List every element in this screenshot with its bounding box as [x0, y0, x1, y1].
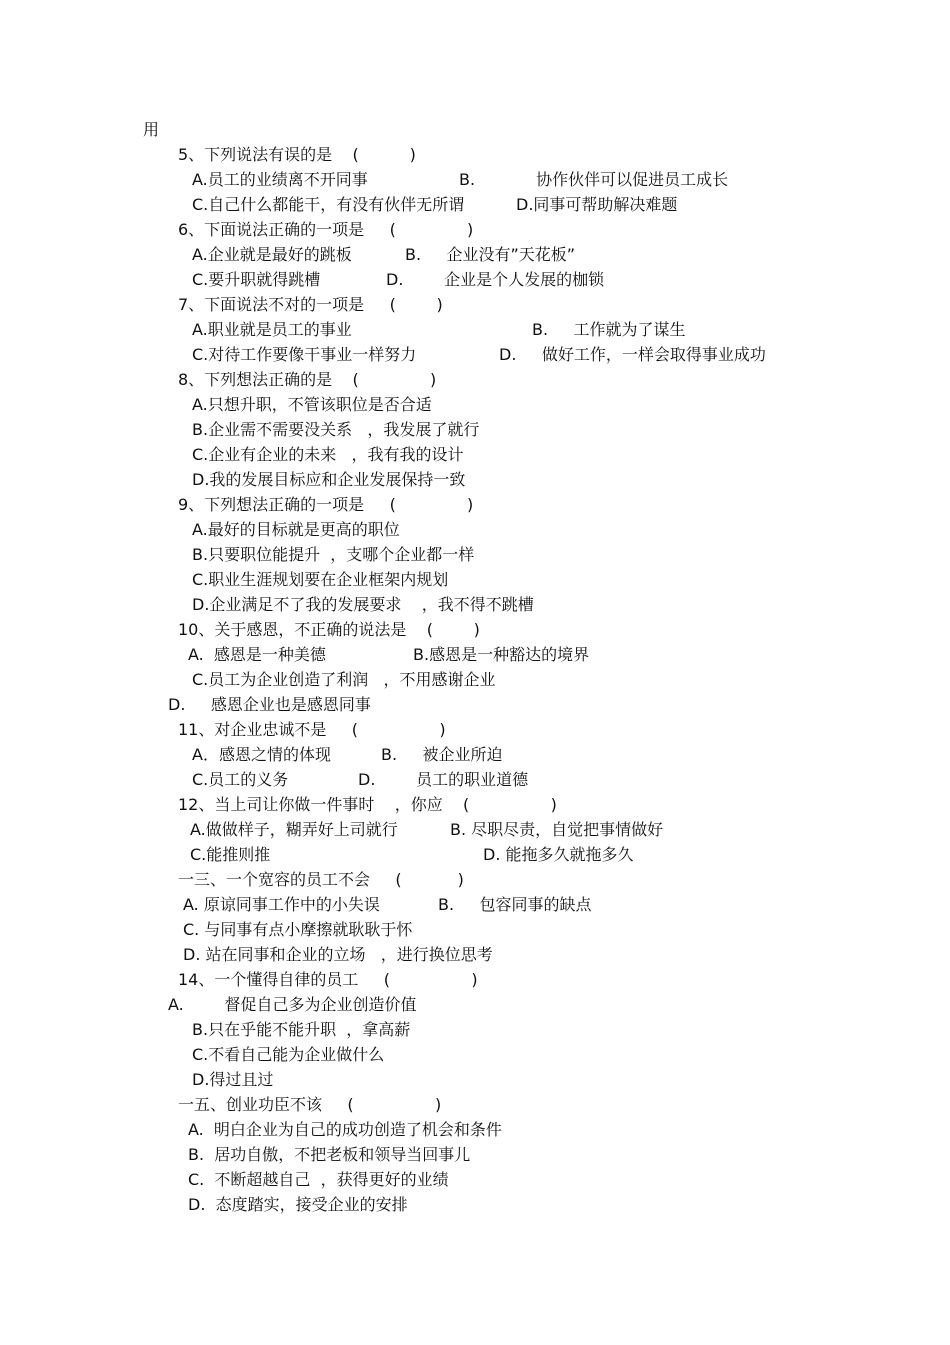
question-12: 12、当上司让你做一件事时 ，你应 ( ) [178, 795, 557, 814]
question-14: 14、一个懂得自律的员工 ( ) [178, 970, 478, 989]
option-13d: D. 站在同事和企业的立场 ，进行换位思考 [183, 945, 493, 964]
option-9d: D.企业满足不了我的发展要求 ，我不得不跳槽 [192, 595, 534, 614]
option-14c: C.不看自己能为企业做什么 [192, 1045, 385, 1064]
question-7: 7、下面说法不对的一项是 ( ) [178, 295, 443, 314]
option-14d: D.得过且过 [192, 1070, 274, 1089]
option-7a: A.职业就是员工的事业 [192, 320, 352, 339]
option-6b: B. 企业没有”天花板” [405, 245, 576, 264]
option-9c: C.职业生涯规划要在企业框架内规划 [192, 570, 449, 589]
option-15a: A. 明白企业为自己的成功创造了机会和条件 [188, 1120, 502, 1139]
option-14b: B.只在乎能不能升职 ，拿高薪 [192, 1020, 411, 1039]
option-13b: B. 包容同事的缺点 [438, 895, 592, 914]
option-10b: B.感恩是一种豁达的境界 [413, 645, 590, 664]
option-15d: D. 态度踏实，接受企业的安排 [188, 1195, 408, 1214]
option-13a: A. 原谅同事工作中的小失误 [183, 895, 380, 914]
question-8: 8、下列想法正确的是 ( ) [178, 370, 437, 389]
option-5a: A.员工的业绩离不开同事 [192, 170, 368, 189]
option-12c: C.能推则推 [190, 845, 271, 864]
question-15: 一五、创业功臣不该 ( ) [178, 1095, 442, 1114]
option-10a: A. 感恩是一种美德 [188, 645, 326, 664]
option-10c: C.员工为企业创造了利润 ，不用感谢企业 [192, 670, 496, 689]
option-7b: B. 工作就为了谋生 [532, 320, 686, 339]
option-6c: C.要升职就得跳槽 [192, 270, 321, 289]
option-14a: A. 督促自己多为企业创造价值 [168, 995, 417, 1014]
option-8d: D.我的发展目标应和企业发展保持一致 [192, 470, 466, 489]
option-8b: B.企业需不需要没关系 ，我发展了就行 [192, 420, 480, 439]
option-5c: C.自己什么都能干，有没有伙伴无所谓 [192, 195, 465, 214]
option-7d: D. 做好工作，一样会取得事业成功 [499, 345, 766, 364]
option-9a: A.最好的目标就是更高的职位 [192, 520, 400, 539]
option-8c: C.企业有企业的未来 ，我有我的设计 [192, 445, 464, 464]
option-11a: A．感恩之情的体现 [192, 745, 331, 764]
question-6: 6、下面说法正确的一项是 ( ) [178, 220, 474, 239]
continued-text: 用 [143, 120, 160, 139]
option-9b: B.只要职位能提升 ，支哪个企业都一样 [192, 545, 475, 564]
option-8a: A.只想升职，不管该职位是否合适 [192, 395, 432, 414]
question-13: 一三、一个宽容的员工不会 ( ) [178, 870, 464, 889]
question-9: 9、下列想法正确的一项是 ( ) [178, 495, 474, 514]
option-15c: C. 不断超越自己 ，获得更好的业绩 [188, 1170, 449, 1189]
option-11d: D. 员工的职业道德 [358, 770, 529, 789]
option-10d: D. 感恩企业也是感恩同事 [168, 695, 371, 714]
option-5b: B. 协作伙伴可以促进员工成长 [459, 170, 729, 189]
option-5d: D.同事可帮助解决难题 [516, 195, 678, 214]
option-13c: C. 与同事有点小摩擦就耿耿于怀 [183, 920, 413, 939]
option-12a: A.做做样子，糊弄好上司就行 [190, 820, 398, 839]
option-6d: D. 企业是个人发展的枷锁 [386, 270, 605, 289]
question-10: 10、关于感恩，不正确的说法是 ( ) [178, 620, 480, 639]
question-11: 11、对企业忠诚不是 ( ) [178, 720, 446, 739]
option-12b: B. 尽职尽责，自觉把事情做好 [450, 820, 664, 839]
option-11c: C.员工的义务 [192, 770, 289, 789]
option-12d: D. 能拖多久就拖多久 [483, 845, 634, 864]
option-6a: A.企业就是最好的跳板 [192, 245, 352, 264]
option-15b: B. 居功自傲，不把老板和领导当回事儿 [188, 1145, 471, 1164]
option-11b: B. 被企业所迫 [381, 745, 503, 764]
option-7c: C.对待工作要像干事业一样努力 [192, 345, 417, 364]
question-5: 5、下列说法有误的是 ( ) [178, 145, 416, 164]
